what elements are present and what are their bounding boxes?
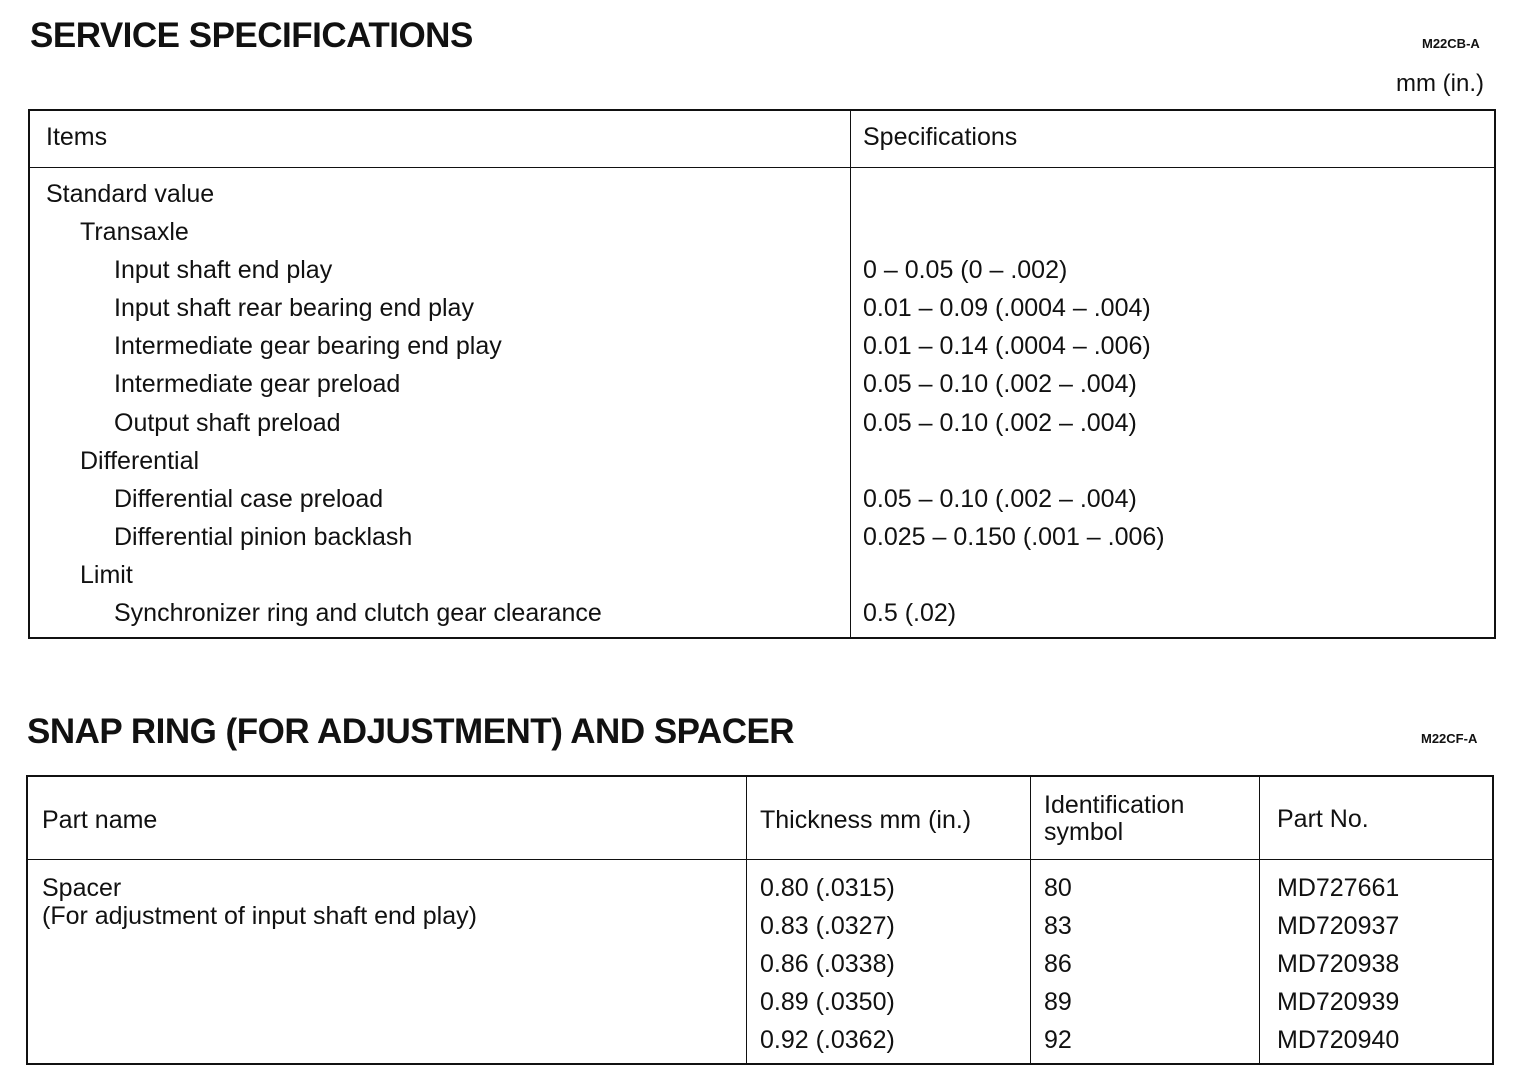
thickness-cell: 0.86 (.0338) [760, 950, 895, 978]
symbol-cell: 80 [1044, 874, 1072, 902]
part-no-cell: MD720939 [1277, 988, 1400, 1016]
identification-header-line1: Identification [1044, 791, 1185, 819]
table-row [30, 289, 1494, 327]
row-spec: 0.01 – 0.14 (.0004 – .006) [863, 332, 1151, 361]
table-row [30, 404, 1494, 442]
thickness-column [760, 869, 895, 1059]
part-no-column [1277, 869, 1399, 1059]
table-row [30, 175, 1494, 213]
service-specifications-title: SERVICE SPECIFICATIONS [30, 16, 473, 55]
table-row [30, 251, 1494, 289]
part-name-cell [42, 874, 477, 930]
table-row [30, 213, 1494, 251]
header-divider [28, 859, 1492, 860]
table-row [30, 365, 1494, 403]
row-item: Standard value [46, 180, 215, 208]
snap-ring-code: M22CF-A [1421, 731, 1478, 746]
table-row [30, 480, 1494, 518]
row-item: Differential case preload [114, 484, 384, 513]
table-row [30, 556, 1494, 594]
row-item: Limit [80, 560, 133, 589]
table-row [30, 442, 1494, 480]
thickness-cell: 0.80 (.0315) [760, 874, 895, 902]
specifications-header: Specifications [863, 123, 1018, 151]
service-specifications-table [28, 109, 1496, 639]
row-item: Transaxle [80, 218, 189, 247]
symbol-cell: 92 [1044, 1026, 1072, 1054]
symbol-column [1044, 869, 1072, 1059]
part-no-cell: MD720938 [1277, 950, 1400, 978]
row-item: Input shaft end play [114, 256, 333, 285]
header-divider [30, 167, 1494, 168]
row-item: Input shaft rear bearing end play [114, 294, 474, 323]
table-row [30, 518, 1494, 556]
row-spec: 0.5 (.02) [863, 599, 957, 628]
thickness-cell: 0.92 (.0362) [760, 1026, 895, 1054]
row-spec: 0.01 – 0.09 (.0004 – .004) [863, 294, 1151, 323]
symbol-cell: 83 [1044, 912, 1072, 940]
symbol-cell: 89 [1044, 988, 1072, 1016]
column-divider [746, 777, 747, 1063]
row-spec: 0 – 0.05 (0 – .002) [863, 256, 1068, 285]
part-name-line1: Spacer [42, 874, 122, 902]
service-specifications-code: M22CB-A [1422, 36, 1480, 51]
thickness-cell: 0.83 (.0327) [760, 912, 895, 940]
unit-label: mm (in.) [1396, 70, 1484, 97]
row-item: Differential [80, 446, 200, 475]
row-item: Synchronizer ring and clutch gear clearance [114, 599, 602, 628]
part-no-cell: MD720940 [1277, 1026, 1400, 1054]
row-item: Intermediate gear bearing end play [114, 332, 502, 361]
row-item: Output shaft preload [114, 408, 341, 437]
part-no-header: Part No. [1277, 805, 1369, 833]
part-no-cell: MD727661 [1277, 874, 1400, 902]
row-spec: 0.05 – 0.10 (.002 – .004) [863, 484, 1137, 513]
row-item: Differential pinion backlash [114, 522, 413, 551]
identification-symbol-header [1044, 792, 1264, 846]
part-name-header: Part name [42, 806, 158, 834]
thickness-header: Thickness mm (in.) [760, 806, 972, 834]
items-header: Items [46, 123, 108, 151]
table-row [30, 327, 1494, 365]
part-no-cell: MD720937 [1277, 912, 1400, 940]
row-spec: 0.05 – 0.10 (.002 – .004) [863, 408, 1137, 437]
spec-rows [30, 175, 1494, 632]
snap-ring-title: SNAP RING (FOR ADJUSTMENT) AND SPACER [27, 712, 795, 751]
snap-ring-table [26, 775, 1494, 1065]
identification-header-line2: symbol [1044, 818, 1124, 846]
row-spec: 0.05 – 0.10 (.002 – .004) [863, 370, 1137, 399]
symbol-cell: 86 [1044, 950, 1072, 978]
column-divider [1030, 777, 1031, 1063]
thickness-cell: 0.89 (.0350) [760, 988, 895, 1016]
row-spec: 0.025 – 0.150 (.001 – .006) [863, 522, 1165, 551]
table-row [30, 594, 1494, 632]
row-item: Intermediate gear preload [114, 370, 401, 399]
part-name-line2: (For adjustment of input shaft end play) [42, 902, 477, 930]
